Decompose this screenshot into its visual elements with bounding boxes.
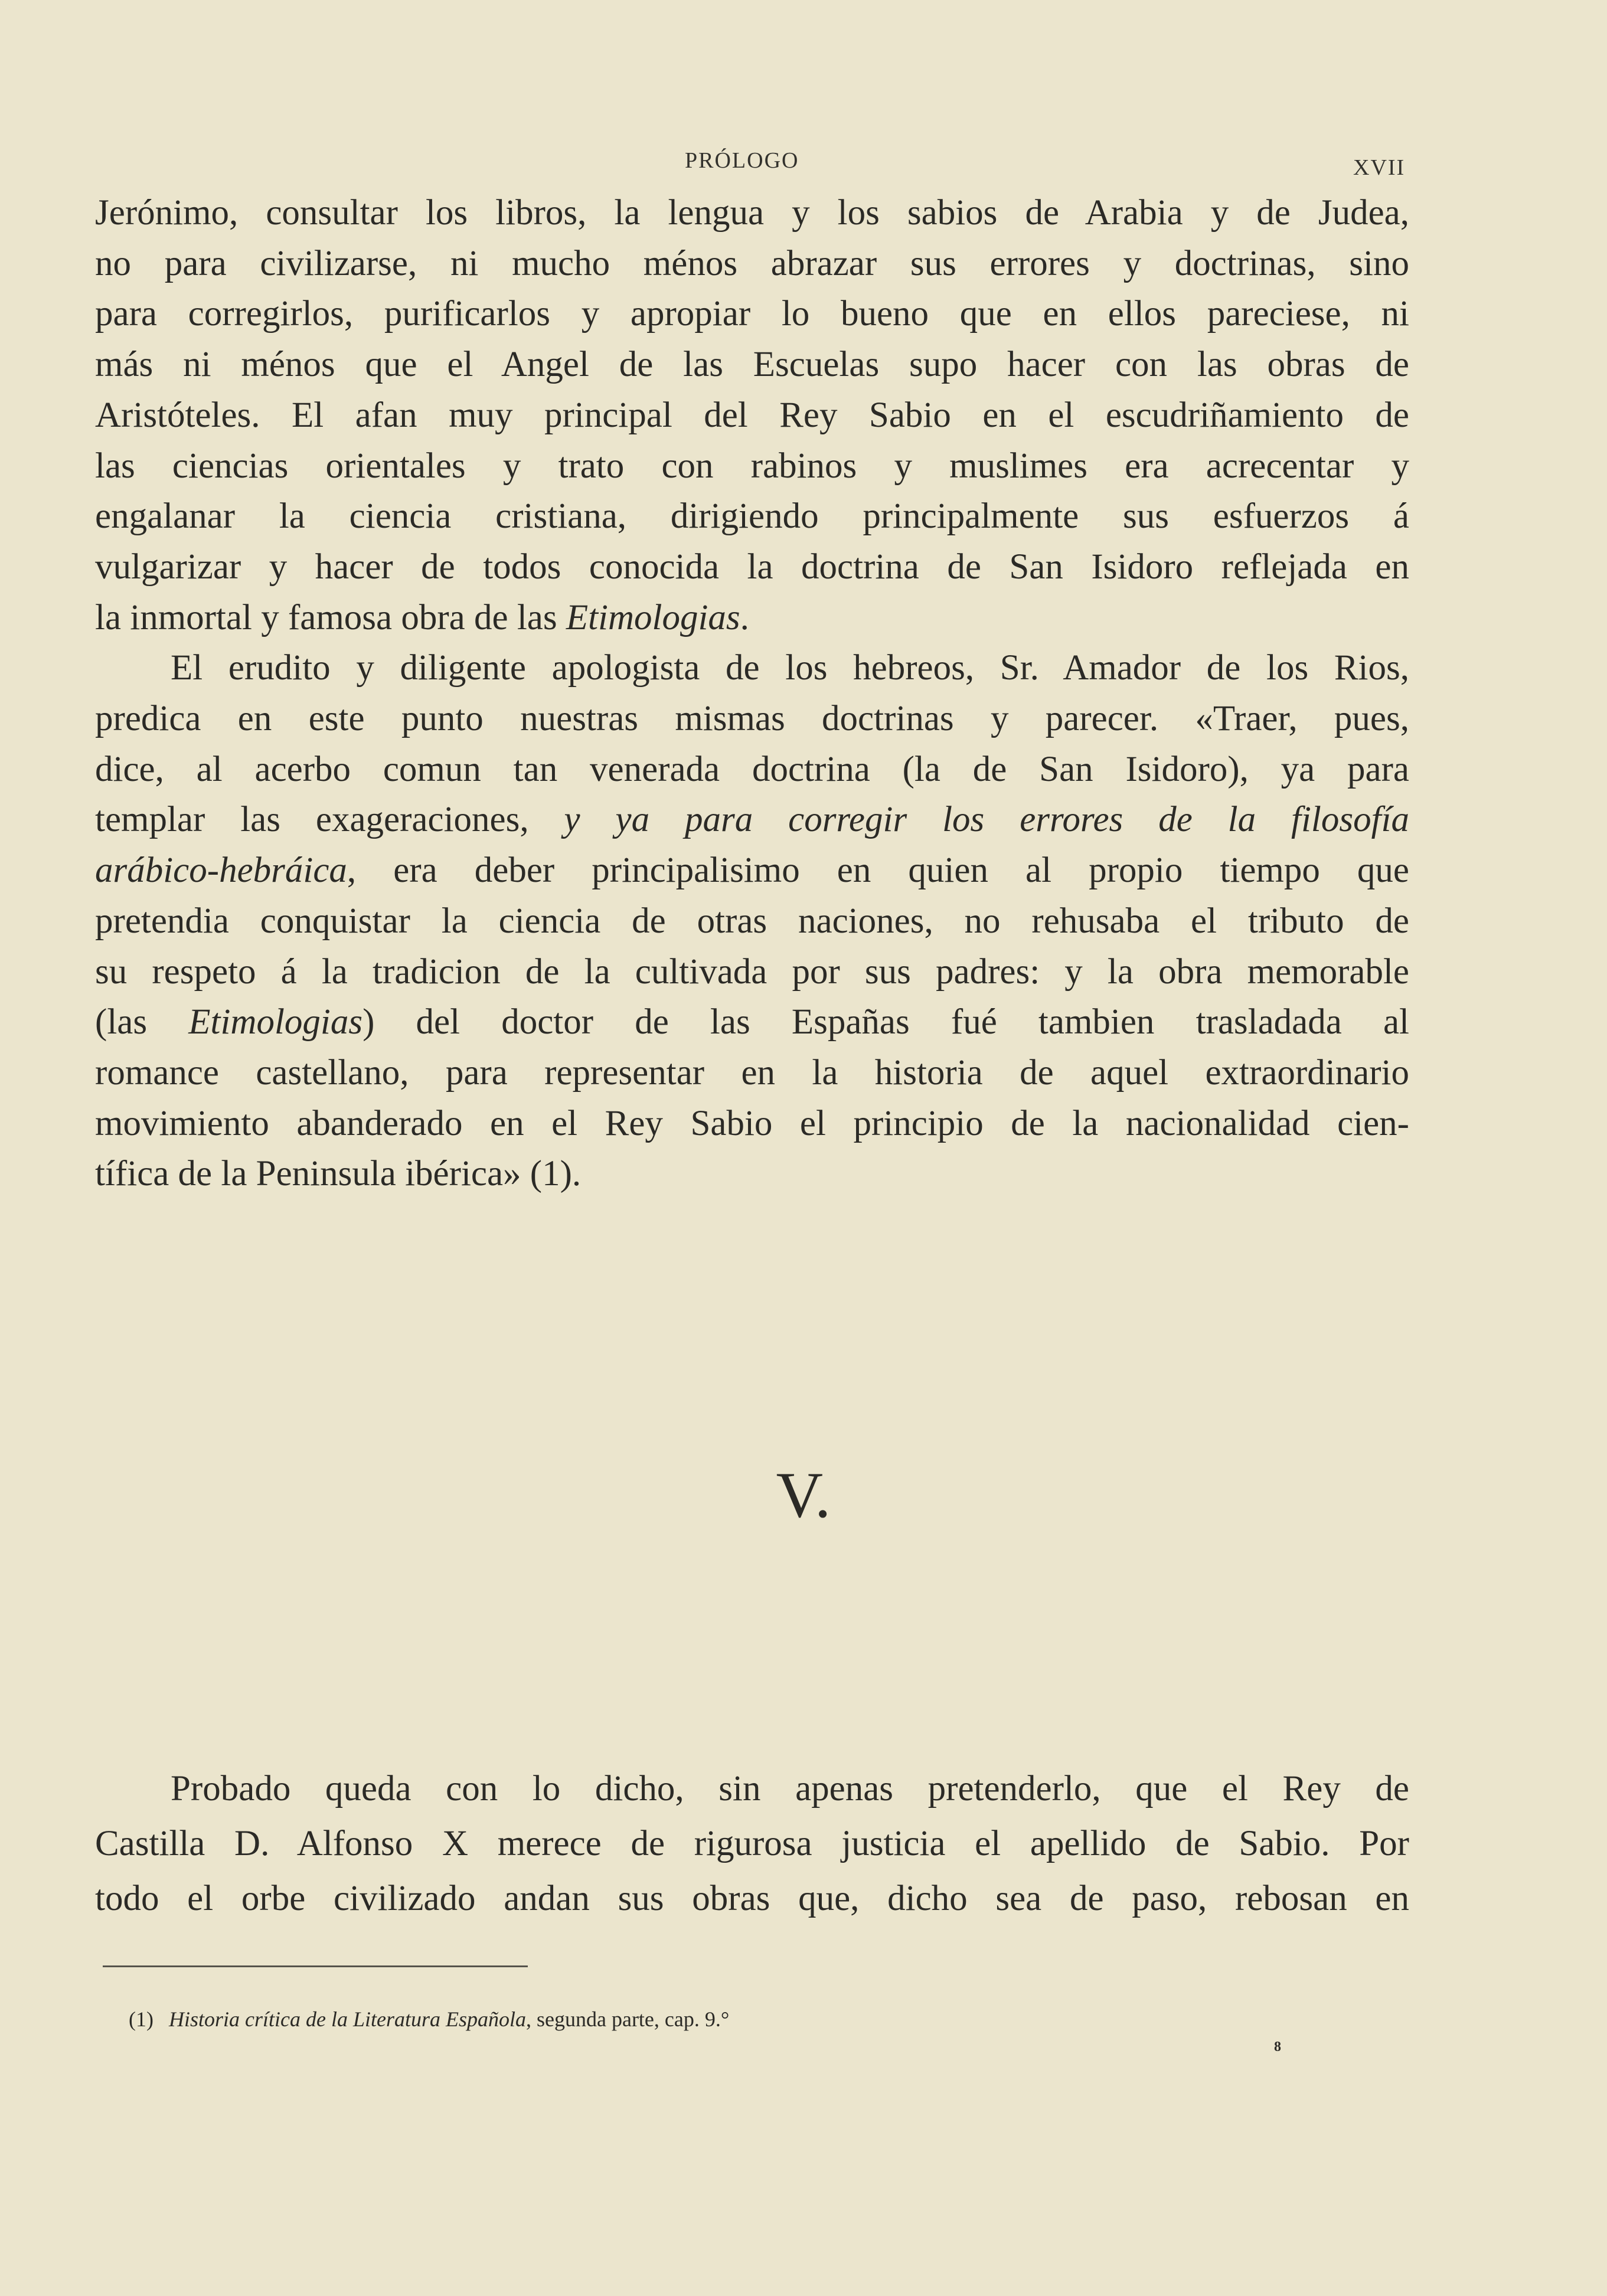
text-line — [95, 947, 1409, 997]
footnote — [129, 2007, 729, 2032]
text-segment: no para civilizarse, ni mucho ménos abrazar sus errores y doctrinas, sino — [95, 243, 1409, 283]
text-line — [95, 491, 1409, 542]
italic-text: y ya para corregir los errores de la filosofía — [564, 800, 1410, 840]
text-line — [95, 1048, 1409, 1098]
text-line — [95, 1873, 1409, 1924]
text-line — [95, 896, 1409, 947]
text-line — [95, 238, 1409, 289]
page-number: XVII — [1353, 155, 1406, 180]
text-segment: ) del doctor de las Españas fué tambien trasladada al — [362, 1002, 1410, 1042]
text-line — [95, 289, 1409, 339]
text-segment: todo el orbe civilizado andan sus obras que, dicho sea de paso, rebosan en — [95, 1879, 1409, 1918]
footnote-marker: (1) — [129, 2007, 153, 2031]
text-segment: la inmortal y famosa obra de las — [95, 597, 566, 637]
text-segment: , era deber principalisimo en quien al propio tiempo que — [347, 851, 1409, 891]
text-line — [95, 188, 1409, 238]
text-segment: El erudito y diligente apologista de los hebreos, Sr. Amador de los Rios, — [171, 648, 1409, 688]
text-segment: (las — [95, 1002, 189, 1042]
text-line — [95, 1149, 1409, 1199]
text-segment: . — [740, 597, 749, 637]
text-line — [95, 744, 1409, 795]
text-segment: Castilla D. Alfonso X merece de rigurosa justicia el apellido de Sabio. Por — [95, 1824, 1409, 1863]
text-line — [95, 643, 1409, 694]
text-line — [95, 997, 1409, 1048]
text-segment: las ciencias orientales y trato con rabinos y muslimes era acrecentar y — [95, 446, 1409, 486]
text-segment: más ni ménos que el Angel de las Escuelas supo hacer con las obras de — [95, 345, 1409, 385]
footnote-rule — [103, 1965, 528, 1967]
text-segment: para corregirlos, purificarlos y apropiar lo bueno que en ellos pareciese, ni — [95, 294, 1409, 334]
italic-text: arábico-hebráica — [95, 851, 347, 891]
text-line — [95, 1764, 1409, 1814]
text-line — [95, 1098, 1409, 1149]
text-segment: Probado queda con lo dicho, sin apenas pretenderlo, que el Rey de — [171, 1769, 1409, 1808]
text-segment: predica en este punto nuestras mismas doctrinas y parecer. «Traer, pues, — [95, 699, 1409, 738]
italic-text: Etimologias — [188, 1002, 363, 1042]
text-segment: Jerónimo, consultar los libros, la lengua y los sabios de Arabia y de Judea, — [95, 193, 1409, 233]
text-segment: engalanar la ciencia cristiana, dirigiendo principalmente sus esfuerzos á — [95, 496, 1409, 537]
text-segment: romance castellano, para representar en la historia de aquel extraordinario — [95, 1052, 1409, 1093]
text-line — [95, 794, 1409, 845]
text-segment: movimiento abanderado en el Rey Sabio el principio de la nacionalidad cien- — [95, 1103, 1409, 1143]
text-segment: Aristóteles. El afan muy principal del Rey Sabio en el escudriñamiento de — [95, 395, 1409, 435]
footnote-reference: , segunda parte, cap. 9.° — [526, 2007, 730, 2031]
text-line — [95, 390, 1409, 441]
footnote-title: Historia crítica de la Literatura Española — [168, 2007, 526, 2031]
text-line — [95, 441, 1409, 492]
text-segment: su respeto á la tradicion de la cultivada por sus padres: y la obra memorable — [95, 951, 1409, 992]
text-line — [95, 339, 1409, 390]
text-segment: dice, al acerbo comun tan venerada doctrina (la de San Isidoro), ya para — [95, 749, 1409, 789]
text-line — [95, 542, 1409, 593]
text-line — [95, 694, 1409, 744]
signature-mark: 8 — [1274, 2039, 1281, 2055]
text-segment: pretendia conquistar la ciencia de otras naciones, no rehusaba el tributo de — [95, 901, 1409, 941]
text-segment: tífica de la Peninsula ibérica» (1). — [95, 1154, 582, 1194]
text-line — [95, 593, 1409, 643]
section-number: V. — [776, 1459, 831, 1531]
italic-text: Etimologias — [566, 597, 740, 637]
text-line — [95, 845, 1409, 896]
text-segment: templar las exageraciones, — [95, 800, 564, 840]
text-segment: vulgarizar y hacer de todos conocida la doctrina de San Isidoro reflejada en — [95, 547, 1409, 587]
running-title: PRÓLOGO — [685, 148, 799, 173]
text-line — [95, 1819, 1409, 1869]
